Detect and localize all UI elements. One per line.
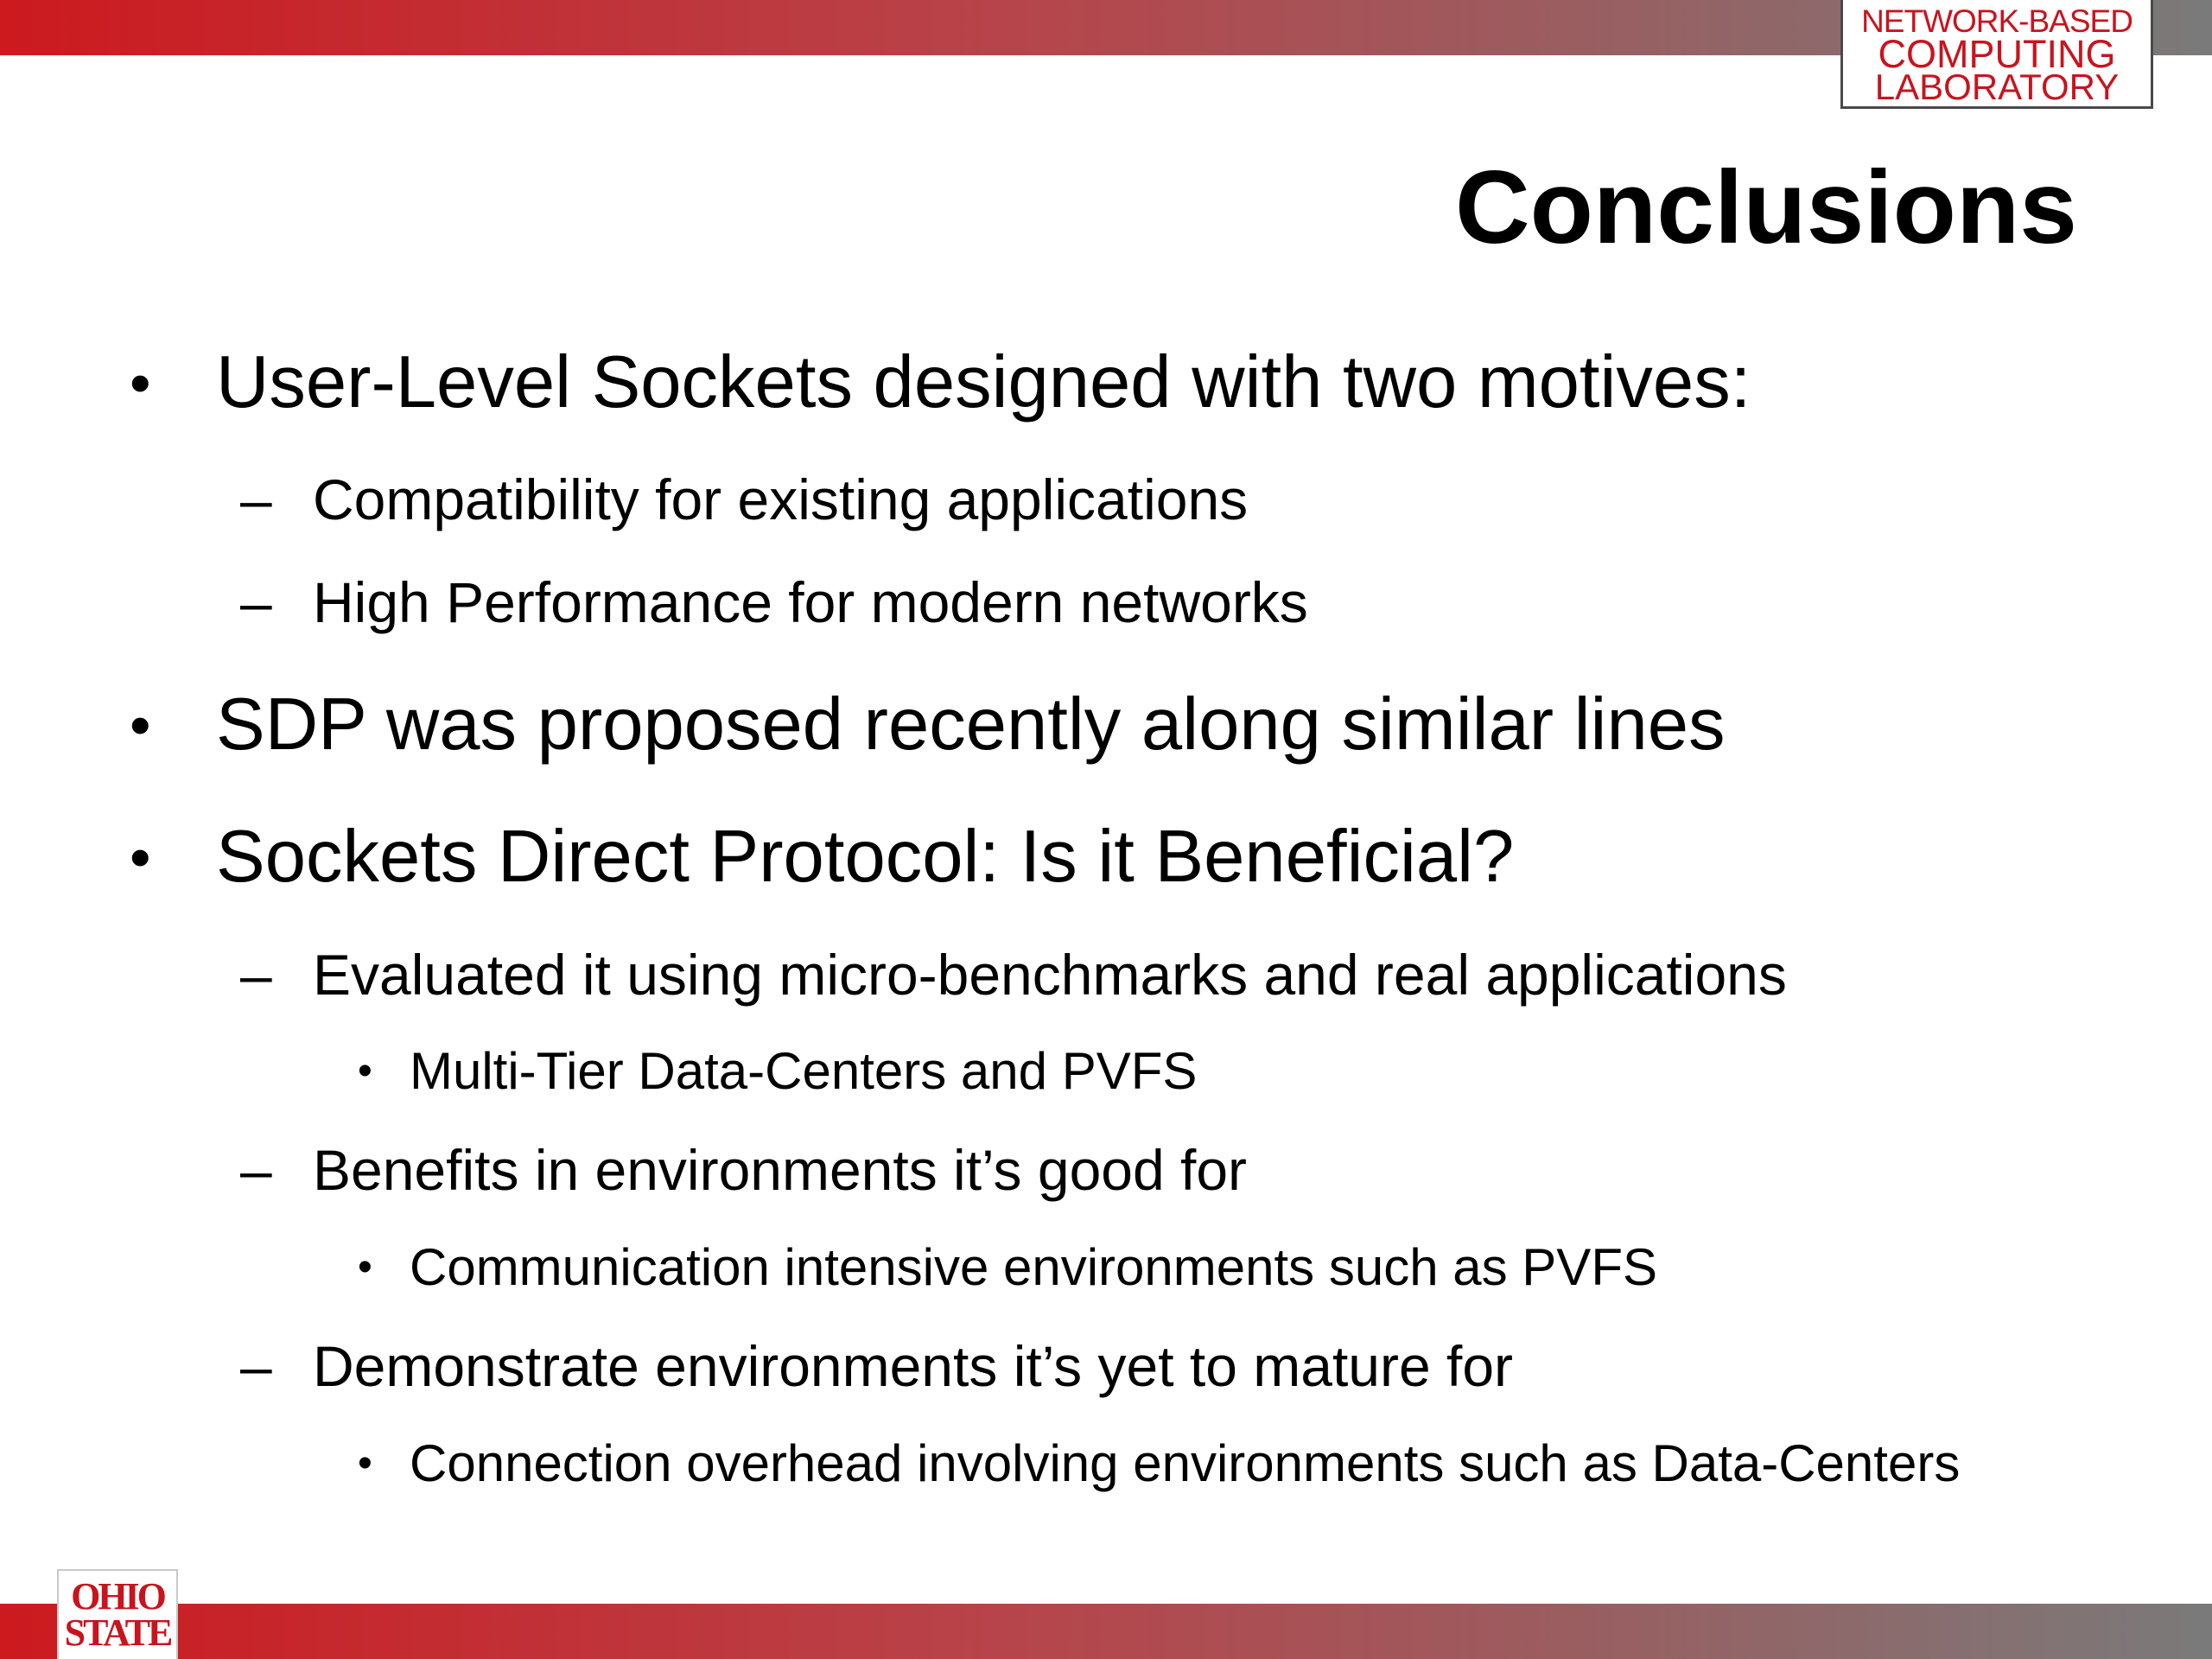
sub-bullet-item [240,1135,1248,1205]
sub-bullet-text: Benefits in environments it’s good for [313,1138,1248,1202]
sub-sub-bullet-item [358,1236,1657,1299]
bullet-marker: • [130,691,151,759]
sub-sub-bullet-item [358,1433,1961,1495]
ohio-logo-line-2: STATE [64,1611,171,1654]
sub-sub-bullet-item [358,1040,1198,1103]
dash-marker: – [240,1334,272,1398]
bullet-marker: • [130,349,151,416]
bullet-text: User-Level Sockets designed with two motives: [216,341,1751,423]
network-based-computing-lab-logo [1840,0,2153,109]
bullet-item [130,682,1726,768]
sub-bullet-item [240,1332,1514,1401]
bullet-item [130,814,1515,900]
ohio-logo-line-1: OHIO [71,1575,164,1618]
sub-sub-bullet-text: Multi-Tier Data-Centers and PVFS [410,1042,1198,1100]
bullet-text: SDP was proposed recently along similar lines [216,683,1726,766]
ohio-state-logo [57,1569,178,1659]
sub-bullet-item [240,465,1249,534]
lab-logo-line-3: LABORATORY [1874,66,2120,107]
bullet-text: Sockets Direct Protocol: Is it Beneficial? [216,816,1515,898]
sub-bullet-text: High Performance for modern networks [313,570,1308,634]
dash-marker: – [240,1138,272,1202]
sub-sub-bullet-text: Communication intensive environments such as PVFS [410,1238,1657,1296]
bullet-marker: • [358,1244,372,1290]
sub-bullet-text: Evaluated it using micro-benchmarks and real applications [313,943,1787,1007]
dash-marker: – [240,570,272,634]
bullet-marker: • [130,823,151,891]
sub-bullet-text: Compatibility for existing applications [313,467,1249,531]
lab-logo-line-1: NETWORK-BASED [1861,3,2133,39]
bottom-gradient-bar [0,1604,2212,1659]
sub-bullet-text: Demonstrate environments it’s yet to mature for [313,1334,1514,1398]
bullet-item [130,340,1751,426]
lab-logo-line-2: COMPUTING [1878,31,2116,76]
sub-bullet-item [240,568,1308,637]
sub-bullet-item [240,940,1787,1009]
sub-sub-bullet-text: Connection overhead involving environments such as Data-Centers [410,1434,1961,1492]
bullet-marker: • [358,1440,372,1486]
dash-marker: – [240,943,272,1007]
dash-marker: – [240,467,272,531]
bullet-marker: • [358,1048,372,1094]
slide-title: Conclusions [1454,149,2077,265]
